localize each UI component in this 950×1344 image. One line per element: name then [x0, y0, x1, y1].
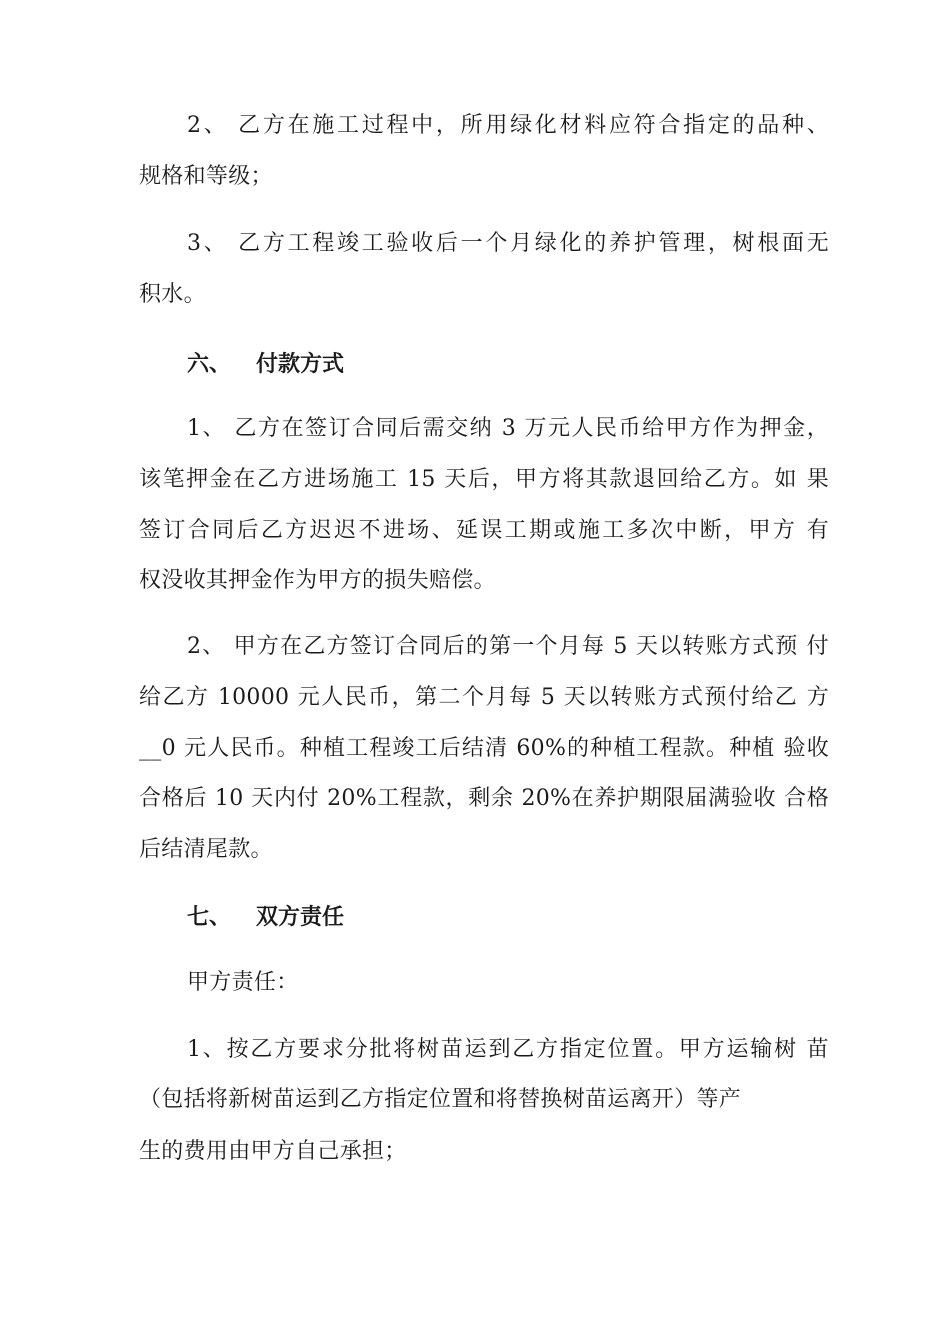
clause-line: 权没收其押金作为甲方的损失赔偿。	[139, 568, 496, 593]
clause-line: 1、 乙方在签订合同后需交纳 3 万元人民币给甲方作为押金，	[187, 416, 829, 441]
clause-line: 积水。	[139, 282, 206, 307]
section-title: 双方责任	[256, 904, 345, 930]
clause-line: 该笔押金在乙方进场施工 15 天后，甲方将其款退回给乙方。如 果	[139, 467, 829, 492]
clause-line: __0 元人民币。种植工程竣工后结清 60%的种植工程款。种植 验收	[139, 736, 829, 761]
section-number: 七、	[187, 904, 232, 930]
clause-line: 给乙方 10000 元人民币，第二个月每 5 天以转账方式预付给乙 方	[139, 685, 829, 710]
section-number: 六、	[187, 351, 232, 377]
clause-line: （包括将新树苗运到乙方指定位置和将替换树苗运离开）等产	[139, 1087, 742, 1112]
subheading: 甲方责任：	[187, 970, 299, 995]
clause-line: 签订合同后乙方迟迟不进场、延误工期或施工多次中断，甲方 有	[139, 518, 829, 543]
section-title: 付款方式	[256, 351, 345, 377]
clause-line: 3、 乙方工程竣工验收后一个月绿化的养护管理，树根面无	[187, 231, 829, 256]
clause-line: 后结清尾款。	[139, 837, 273, 862]
clause-line: 合格后 10 天内付 20%工程款，剩余 20%在养护期限届满验收 合格	[139, 786, 829, 811]
clause-line: 生的费用由甲方自己承担；	[139, 1139, 407, 1164]
clause-line: 1、按乙方要求分批将树苗运到乙方指定位置。甲方运输树 苗	[187, 1037, 829, 1062]
clause-line: 2、 乙方在施工过程中，所用绿化材料应符合指定的品种、	[187, 113, 829, 138]
clause-line: 2、 甲方在乙方签订合同后的第一个月每 5 天以转账方式预 付	[187, 634, 829, 659]
clause-line: 规格和等级；	[139, 164, 273, 189]
